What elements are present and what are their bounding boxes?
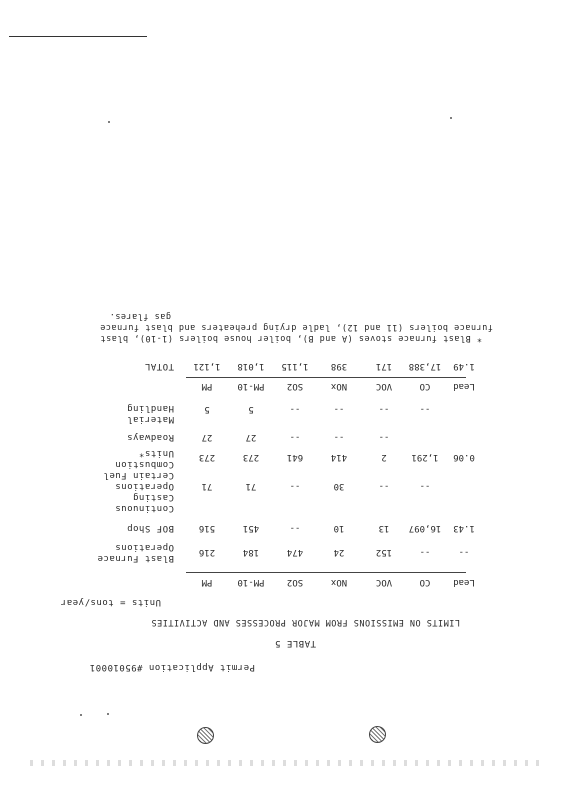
footnote-line: furnace boilers (11 and 12), ladle drying preheaters and blast furnace [99, 322, 493, 332]
table-cell: -- [419, 481, 431, 491]
seal-icon [369, 726, 386, 743]
table-cell: 13 [378, 523, 390, 533]
table-cell: 71 [201, 481, 213, 491]
row-label: Roadways [126, 432, 174, 442]
table-cell: 1,291 [411, 452, 439, 462]
table-cell: -- [289, 523, 301, 533]
col-header: SO2 [286, 577, 304, 587]
table-cell: 27 [245, 432, 257, 442]
table-cell: 30 [333, 481, 345, 491]
row-label: Material [126, 414, 174, 424]
seal-icon [197, 727, 214, 744]
table-cell: 152 [375, 547, 393, 557]
table-number: TABLE 5 [274, 638, 316, 648]
total-cell: 1,018 [237, 361, 265, 371]
row-label: Operations [114, 542, 174, 552]
table-cell: -- [333, 404, 345, 414]
total-cell: 17,388 [408, 361, 442, 371]
table-cell: -- [419, 547, 431, 557]
col-header: Lead [453, 577, 475, 587]
footnote-line: gas flares. [109, 311, 171, 321]
table-cell: 414 [330, 452, 348, 462]
table-cell: 24 [333, 547, 345, 557]
table-cell: 27 [201, 432, 213, 442]
table-cell: 5 [204, 404, 210, 414]
total-cell: 171 [375, 361, 393, 371]
col-header: CO [419, 381, 431, 391]
col-header: SO2 [286, 381, 304, 391]
col-header: Lead [453, 381, 475, 391]
table-cell: 1.43 [453, 523, 475, 533]
col-header: VOC [375, 381, 393, 391]
col-header: PM [201, 381, 213, 391]
col-header: NOx [330, 381, 348, 391]
col-header: CO [419, 577, 431, 587]
units-note: Units = tons/year [60, 597, 161, 607]
table-cell: 641 [286, 452, 304, 462]
total-cell: 1,121 [193, 361, 221, 371]
table-cell: -- [419, 404, 431, 414]
table-cell: -- [289, 481, 301, 491]
table-cell: 516 [198, 523, 216, 533]
row-label: Certain Fuel [102, 470, 174, 480]
col-header: NOx [330, 577, 348, 587]
row-label: Handling [126, 403, 174, 413]
table-cell: 71 [245, 481, 257, 491]
col-header: PM [201, 577, 213, 587]
table-cell: 16,097 [408, 523, 442, 533]
table-cell: 184 [242, 547, 260, 557]
total-cell: 1.49 [453, 361, 475, 371]
col-header: PM-10 [237, 577, 265, 587]
col-header: PM-10 [237, 381, 265, 391]
table-cell: 216 [198, 547, 216, 557]
table-cell: 0.06 [453, 452, 475, 462]
total-label: TOTAL [144, 361, 174, 371]
table-title: LIMITS ON EMISSIONS FROM MAJOR PROCESSES AND ACTIVITIES [151, 617, 460, 627]
table-cell: -- [289, 432, 301, 442]
col-header: VOC [375, 577, 393, 587]
row-label: Units* [138, 448, 174, 458]
table-cell: -- [458, 547, 470, 557]
table-cell: -- [378, 404, 390, 414]
total-cell: 398 [330, 361, 348, 371]
total-cell: 1,115 [281, 361, 309, 371]
table-cell: 5 [248, 404, 254, 414]
header-underline [186, 572, 466, 573]
table-cell: 10 [333, 523, 345, 533]
footnote-line: * Blast furnace stoves (A and B), boiler house boilers (1-10), blast [100, 333, 482, 343]
row-label: Blast Furnace [97, 553, 174, 563]
row-label: BOF Shop [126, 523, 174, 533]
table-cell: 474 [286, 547, 304, 557]
row-label: Operations [114, 481, 174, 491]
table-cell: 2 [381, 452, 387, 462]
table-cell: -- [378, 432, 390, 442]
table-cell: 451 [242, 523, 260, 533]
total-rule [186, 377, 466, 378]
header-permit: Permit Application #95010001 [89, 662, 255, 672]
row-label: Combustion [114, 459, 174, 469]
table-cell: -- [378, 481, 390, 491]
row-label: Casting [132, 492, 174, 502]
table-cell: 273 [242, 452, 260, 462]
table-cell: 273 [198, 452, 216, 462]
table-cell: -- [333, 432, 345, 442]
row-label: Continuous [114, 503, 174, 513]
table-cell: -- [289, 404, 301, 414]
